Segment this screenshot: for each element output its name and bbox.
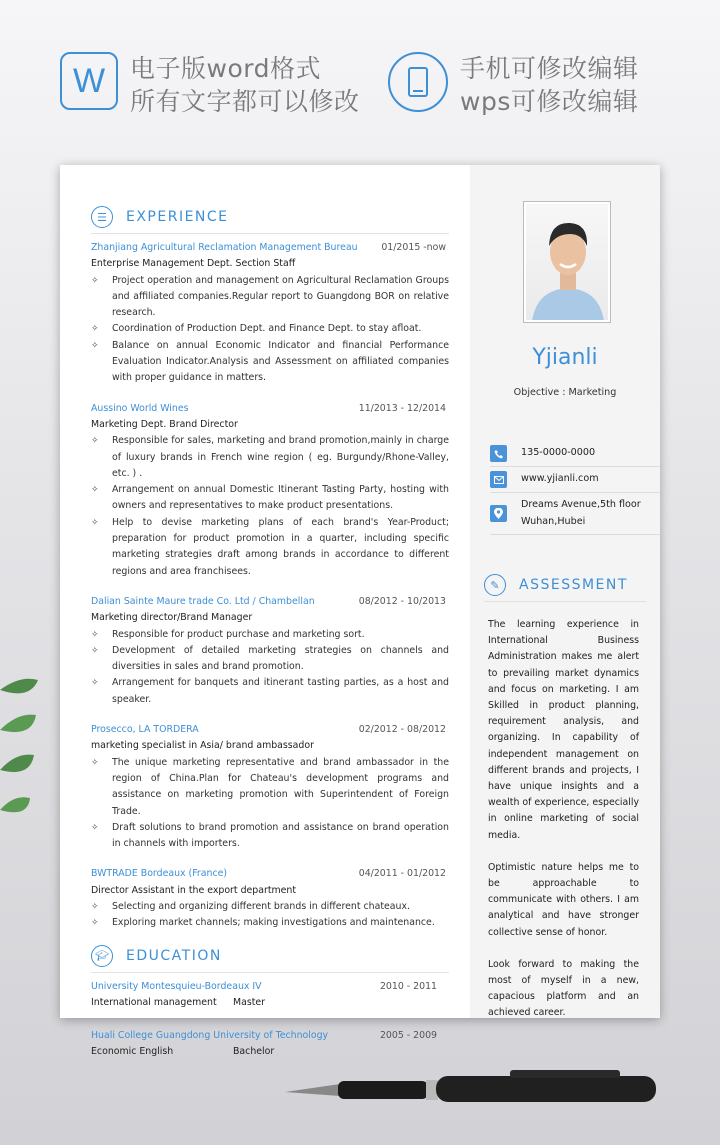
phone-icon	[388, 52, 448, 112]
job-bullet: ✧ Development of detailed marketing strategies on channels and diversities in sales and brand promotion.	[91, 643, 449, 676]
job-date: 01/2015 -now	[381, 242, 446, 253]
experience-list	[91, 240, 470, 932]
education-heading: 🎓︎ EDUCATION	[91, 944, 470, 968]
job-bullet: ✧ Arrangement for banquets and itinerant tasting parties, as a host and speaker.	[91, 675, 449, 708]
job-bullet: ✧ Project operation and management on Agricultural Reclamation Groups and affiliated companies.Regular report to Guangdong BOR on relative research.	[91, 273, 449, 322]
word-format-banner	[60, 52, 360, 118]
job-bullet: ✧ Responsible for sales, marketing and brand promotion,mainly in charge of luxury brands in French wine region ( eg. Burgundy/Rhone-Valley, etc. ) .	[91, 433, 449, 482]
company-name: Aussino World Wines	[91, 402, 189, 414]
resume-page	[60, 165, 660, 1057]
objective: Objective : Marketing	[513, 387, 617, 398]
education-entry	[91, 979, 449, 1011]
job-date: 02/2012 - 08/2012	[358, 724, 446, 736]
job-entry	[91, 594, 449, 708]
phone-icon	[490, 445, 507, 462]
school-name: Huali College Guangdong University of Technology	[91, 1029, 329, 1041]
education-list	[91, 979, 470, 1060]
word-icon: W	[60, 52, 118, 110]
major: International management	[91, 996, 217, 1008]
assessment-heading: ✎ ASSESSMENT	[484, 574, 628, 596]
graduation-cap-icon: 🎓︎	[91, 945, 113, 967]
resume-main-column	[60, 165, 470, 1057]
job-entry	[91, 866, 449, 931]
job-bullet: ✧ Responsible for product purchase and marketing sort.	[91, 627, 449, 643]
experience-icon: ☰	[91, 206, 113, 228]
banner-left-line1: 电子版word格式	[130, 54, 321, 83]
company-name: Zhanjiang Agricultural Reclamation Management Bureau	[91, 242, 358, 253]
job-date: 11/2013 - 12/2014	[358, 402, 446, 414]
degree: Master	[233, 996, 266, 1008]
assessment-text	[488, 617, 639, 1038]
website-row: www.yjianli.com	[490, 467, 660, 493]
assessment-paragraph: The learning experience in International Business Administration makes me alert to prevailing market dynamics and focus on marketing. I am Skilled in product planning, requirement analysis, and organizing. In capability of independent management on different brands and projects, I have unique insights and a wealth of experience, especially in online marketing of social media.	[488, 619, 639, 841]
job-bullet: ✧ Exploring market channels; making investigations and maintenance.	[91, 915, 449, 931]
job-role: Director Assistant in the export department	[91, 884, 297, 896]
job-bullet: ✧ Selecting and organizing different brands in different chateaux.	[91, 899, 449, 915]
phone-row: 135-0000-0000	[490, 441, 660, 467]
job-role: Enterprise Management Dept. Section Staff	[91, 258, 296, 270]
experience-heading: ☰ EXPERIENCE	[91, 205, 470, 229]
banner-left-line2: 所有文字都可以修改	[130, 87, 360, 116]
major: Economic English	[91, 1045, 174, 1057]
job-date: 08/2012 - 10/2013	[358, 595, 446, 607]
education-date: 2005 - 2009	[379, 1029, 437, 1041]
education-date: 2010 - 2011	[379, 980, 437, 992]
job-bullet: ✧ Coordination of Production Dept. and Finance Dept. to stay afloat.	[91, 321, 449, 337]
profile-photo	[523, 201, 611, 323]
address-row: Dreams Avenue,5th floor Wuhan,Hubei	[490, 493, 660, 535]
job-role: marketing specialist in Asia/ brand ambassador	[91, 740, 314, 752]
job-role: Marketing Dept. Brand Director	[91, 418, 238, 430]
mobile-edit-banner	[388, 52, 639, 118]
school-name: University Montesquieu-Bordeaux IV	[91, 980, 262, 992]
assessment-paragraph: Optimistic nature helps me to be approachable to communicate with others. I am analytical and have stronger collective sense of honor.	[488, 861, 639, 938]
location-pin-icon	[490, 505, 507, 522]
company-name: BWTRADE Bordeaux (France)	[91, 868, 228, 880]
job-entry	[91, 240, 449, 387]
mail-icon	[490, 471, 507, 488]
company-name: Dalian Sainte Maure trade Co. Ltd / Chambellan	[91, 595, 315, 607]
candidate-name: Yjianli	[532, 345, 598, 370]
job-bullet: ✧ Draft solutions to brand promotion and assistance on brand operation in channels with importers.	[91, 820, 449, 853]
plant-leaves-decoration	[0, 660, 40, 840]
banner-right-line2: wps可修改编辑	[460, 87, 639, 116]
education-entry	[91, 1028, 449, 1060]
job-bullet: ✧ Balance on annual Economic Indicator and financial Performance Evaluation Indicator.Analysis and Assessment on affiliated companies with proper guidance in matters.	[91, 338, 449, 387]
job-entry	[91, 401, 449, 580]
job-bullet: ✧ The unique marketing representative and brand ambassador in the region of China.Plan for Chateau's development programs and assistance on marketing promotion with Superintendent of Foreign Trade.	[91, 755, 449, 820]
job-date: 04/2011 - 01/2012	[358, 868, 446, 880]
job-role: Marketing director/Brand Manager	[91, 612, 253, 624]
assessment-paragraph: Look forward to making the most of myself in a new, capacious platform and an achieved career.	[488, 958, 639, 1019]
pencil-icon: ✎	[484, 574, 506, 596]
job-entry	[91, 722, 449, 852]
job-bullet: ✧ Help to devise marketing plans of each brand's Year-Product; preparation for product promotion in a quarter, including specific marketing strategies draft among brands in accordance to different regions and area franchisees.	[91, 515, 449, 580]
banner-right-line1: 手机可修改编辑	[460, 54, 639, 83]
company-name: Prosecco, LA TORDERA	[91, 724, 199, 736]
degree: Bachelor	[233, 1045, 275, 1057]
job-bullet: ✧ Arrangement on annual Domestic Itinerant Tasting Party, hosting with owners and representatives to make product presentations.	[91, 482, 449, 515]
fountain-pen-decoration	[280, 1062, 665, 1112]
contact-info	[490, 441, 660, 535]
resume-sidebar	[470, 165, 660, 1018]
